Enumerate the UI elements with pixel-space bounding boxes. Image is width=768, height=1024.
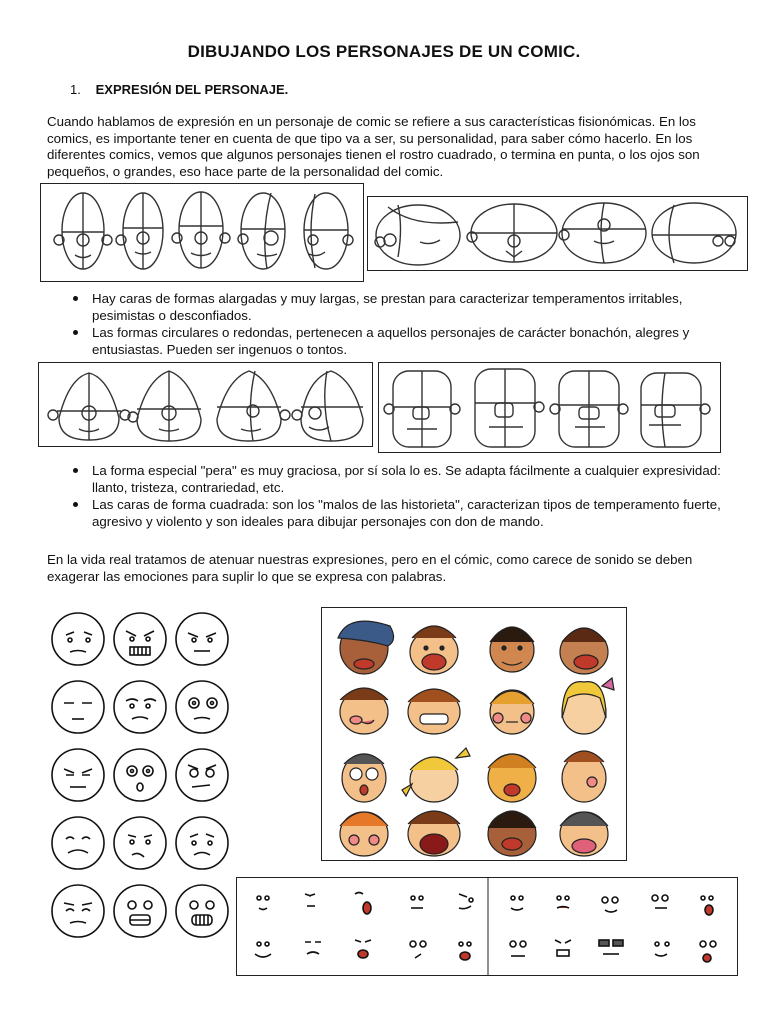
face-shape-list-2 [70, 462, 730, 530]
face-shape-list-1 [70, 290, 730, 358]
pear-faces-figure [38, 362, 373, 447]
round-faces-drawing [368, 197, 747, 270]
intro-paragraph: Cuando hablamos de expresión en un personaje de comic se refiere a sus características fisionómicas. En los comics, es importante tener en cuenta de que tipo va a ser, su personalidad, para saber cómo hacerlo. En los diferentes comics, vemos que algunos personajes tienen el rostro cuadrado, o termina en punta, o los ojos son pequeños, o grandes, eso hace parte de la personalidad del comic. [47, 114, 700, 179]
list-item: Las formas circulares o redondas, pertenecen a aquellos personajes de carácter bonachón, alegres y entusiastas. Pueden ser ingenuos o tontos. [70, 324, 730, 358]
section-number: 1. [70, 82, 81, 97]
page-title: DIBUJANDO LOS PERSONAJES DE UN COMIC. [187, 42, 581, 61]
mini-faces-figure [236, 877, 738, 976]
list-item: Las caras de forma cuadrada: son los "malos de las historieta", caracterizan tipos de temperamento fuerte, agresivo y violento y son ideales para dibujar personajes con don de mando. [70, 496, 730, 530]
list-item: Hay caras de formas alargadas y muy largas, se prestan para caracterizar temperamentos irritables, pesimistas o desconfiados. [70, 290, 730, 324]
mini-faces-drawing [237, 878, 737, 975]
square-faces-figure [378, 362, 721, 453]
long-faces-figure [40, 183, 364, 282]
square-faces-drawing [379, 363, 720, 452]
long-faces-drawing [41, 184, 363, 281]
expression-circle-grid [48, 605, 238, 950]
expression-circles-drawing [48, 605, 238, 950]
cartoon-kids-drawing [322, 608, 626, 860]
pear-faces-drawing [39, 363, 372, 446]
cartoon-kids-figure [321, 607, 627, 861]
section-title: EXPRESIÓN DEL PERSONAJE. [95, 82, 289, 97]
list-item: La forma especial "pera" es muy graciosa, por sí sola lo es. Se adapta fácilmente a cualquier expresividad: llanto, tristeza, contrariedad, etc. [70, 462, 730, 496]
section-heading [70, 82, 288, 97]
closing-paragraph: En la vida real tratamos de atenuar nuestras expresiones, pero en el cómic, como carece de sonido se deben exagerar las emociones para suplir lo que se expresa con palabras. [47, 552, 693, 584]
round-faces-figure [367, 196, 748, 271]
